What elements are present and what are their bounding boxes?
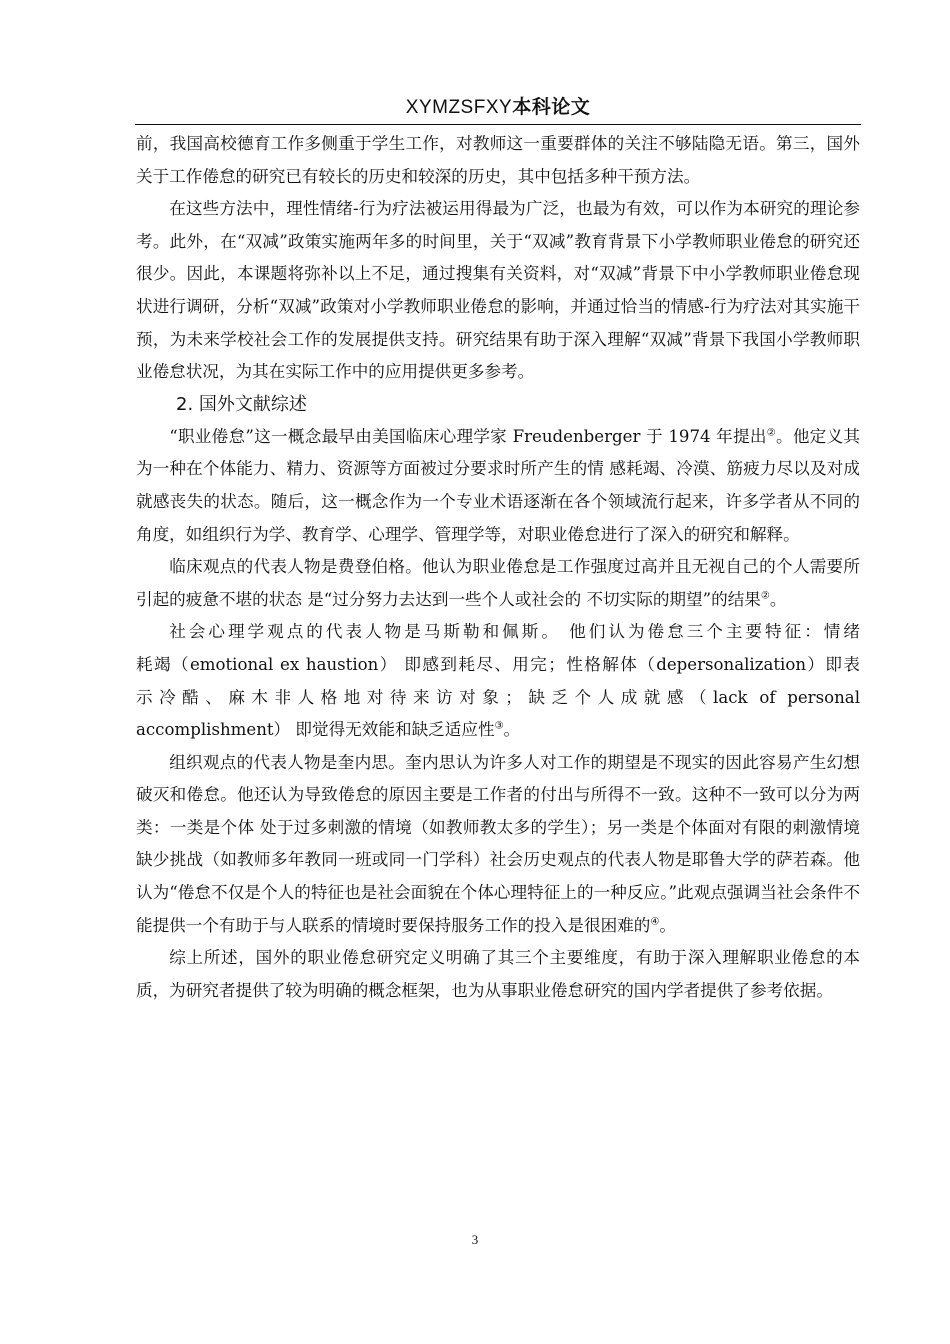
running-header [135,92,861,124]
footnote-ref-2: ② [766,427,776,439]
footnote-ref-4: ④ [650,916,660,928]
paragraph-definition [136,421,860,551]
paragraph-clinical-text-b: 。 [769,589,787,609]
paragraph-definition-text-b: 。他定义其为一种在个体能力、精力、资源等方面被过分要求时所产生的情 感耗竭、冷漠、筋疲力尽以及对成就感丧失的状态。随后，这一概念作为一个专业术语逐渐在各个领域流行起来，许多学者从不同的角度，如组织行为学、教育学、心理学、管理学等，对职业倦怠进行了深入的研究和解释。 [136,426,860,544]
footnote-ref-3: ③ [494,720,504,732]
social-line-4-text-b: 。 [503,720,521,740]
paragraph-definition-text-a: “职业倦怠”这一概念最早由美国临床心理学家 Freudenberger 于 1974 年提出 [169,426,767,446]
paragraph-social-psychology [136,616,860,746]
social-line-2: 耗竭（emotional ex haustion） 即感到耗尽、用完；性格解体（depersonalization）即表 [136,654,860,674]
paragraph-organizational-view [136,747,860,943]
paragraph-continuation: 前，我国高校德育工作多侧重于学生工作，对教师这一重要群体的关注不够陆隐无语。第三，国外关于工作倦怠的研究已有较长的历史和较深的历史，其中包括多种干预方法。 [136,134,860,186]
section-heading: 2. 国外文献综述 [176,393,307,415]
paragraph-clinical-view [136,551,860,616]
paragraph-methods: 在这些方法中，理性情绪-行为疗法被运用得最为广泛，也最为有效，可以作为本研究的理论参考。此外，在“双减”政策实施两年多的时间里，关于“双减”教育背景下小学教师职业倦怠的研究还很少。因此，本课题将弥补以上不足，通过搜集有关资料，对“双减”背景下中小学教师职业倦怠现状进行调研，分析“双减”政策对小学教师职业倦怠的影响，并通过恰当的情感-行为疗法对其实施干预，为未来学校社会工作的发展提供支持。研究结果有助于深入理解“双减”背景下我国小学教师职业倦怠状况，为其在实际工作中的应用提供更多参考。 [136,199,860,382]
header-code: XYMZSFXY [405,97,513,118]
paragraph-organizational-text-b: 。 [659,915,676,935]
social-line-1: 社会心理学观点的代表人物是马斯勒和佩斯。 他们认为倦怠三个主要特征：情绪 [169,622,860,642]
paragraph-clinical-text-a: 临床观点的代表人物是费登伯格。他认为职业倦怠是工作强度过高并且无视自己的个人需要所引起的疲惫不堪的状态 是“过分努力去达到一些个人或社会的 不切实际的期望”的结果 [136,557,860,609]
header-label: 本科论文 [512,97,591,118]
header-rule [135,124,861,125]
social-line-3: 示冷酷、麻木非人格地对待来访对象；缺乏个人成就感（lack of personal [136,687,860,707]
social-line-4-text-a: accomplishment） 即觉得无效能和缺乏适应性 [136,720,495,740]
paragraph-summary: 综上所述，国外的职业倦怠研究定义明确了其三个主要维度，有助于深入理解职业倦怠的本质，为研究者提供了较为明确的概念框架，也为从事职业倦怠研究的国内学者提供了参考依据。 [136,948,860,1000]
footnote-ref-2b: ② [760,590,770,602]
social-line-4 [136,714,860,747]
page-number: 3 [471,1232,479,1247]
body-text [136,128,860,1007]
paragraph-organizational-text-a: 组织观点的代表人物是奎内思。奎内思认为许多人对工作的期望是不现实的因此容易产生幻想破灭和倦怠。他还认为导致倦怠的原因主要是工作者的付出与所得不一致。这种不一致可以分为两类：一类是个体 处于过多刺激的情境（如教师教太多的学生）；另一类是个体面对有限的刺激情境缺少挑战（如教师多年教同一班或同一门学科）社会历史观点的代表人物是耶鲁大学的萨若森。他认为“倦怠不仅是个人的特征也是社会面貌在个体心理特征上的一种反应。”此观点强调当社会条件不能提供一个有助于与人联系的情境时要保持服务工作的投入是很困难的 [136,752,860,935]
